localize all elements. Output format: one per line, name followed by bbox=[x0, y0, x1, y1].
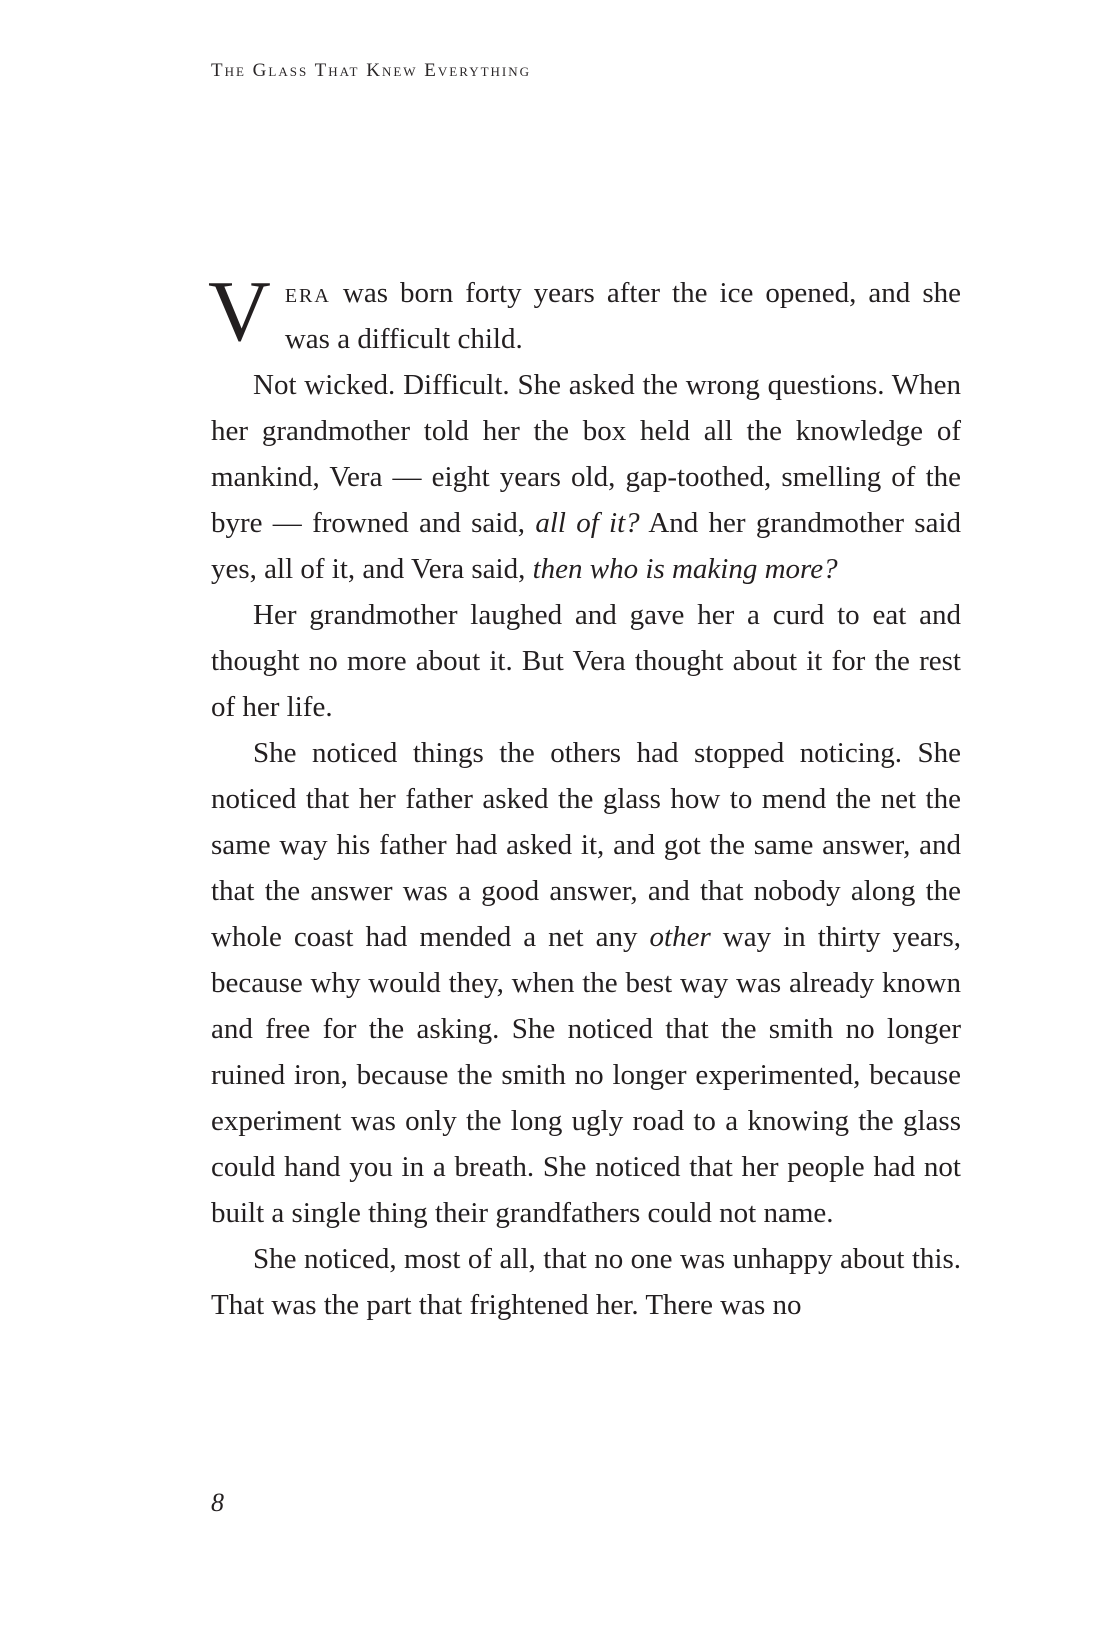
paragraph bbox=[211, 362, 961, 592]
lead-in-small-caps: era bbox=[284, 277, 331, 309]
text-run: She noticed things the others had stopped noticing. She noticed that her father asked the glass how to mend the net the same way his father had asked it, and got the same answer, and that the answer was a good answer, and that nobody along the whole coast had mended a net any bbox=[211, 737, 961, 953]
page-number: 8 bbox=[211, 1488, 224, 1517]
paragraph bbox=[208, 262, 961, 362]
text-run: And her grandmother said yes, all of it, and Vera said, bbox=[211, 507, 961, 585]
italic-run: other bbox=[649, 921, 711, 953]
text-run: way in thirty years, because why would they, when the best way was already known and free for the asking. She noticed that the smith no longer ruined iron, because the smith no longer experimented, because experiment was only the long ugly road to a knowing the glass could hand you in a breath. She noticed that her people had not built a single thing their grandfathers could not name. bbox=[211, 921, 961, 1229]
body-text bbox=[208, 262, 961, 1328]
drop-cap: V bbox=[208, 262, 271, 359]
paragraph bbox=[211, 1236, 961, 1328]
paragraph bbox=[211, 592, 961, 730]
text-run: Not wicked. Difficult. She asked the wrong questions. When her grandmother told her the box held all the knowledge of mankind, Vera — eight years old, gap-toothed, smelling of the byre — frowned and said, bbox=[211, 369, 961, 539]
italic-run: then who is making more? bbox=[532, 553, 838, 585]
text-run: She noticed, most of all, that no one was unhappy about this. That was the part that frightened her. There was no bbox=[211, 1243, 961, 1321]
running-head: The Glass That Knew Everything bbox=[211, 60, 532, 81]
text-run: was born forty years after the ice opened, and she was a difficult child. bbox=[284, 277, 961, 355]
text-run: Her grandmother laughed and gave her a curd to eat and thought no more about it. But Vera thought about it for the rest of her life. bbox=[211, 599, 961, 723]
italic-run: all of it? bbox=[535, 507, 640, 539]
paragraph bbox=[211, 730, 961, 1236]
